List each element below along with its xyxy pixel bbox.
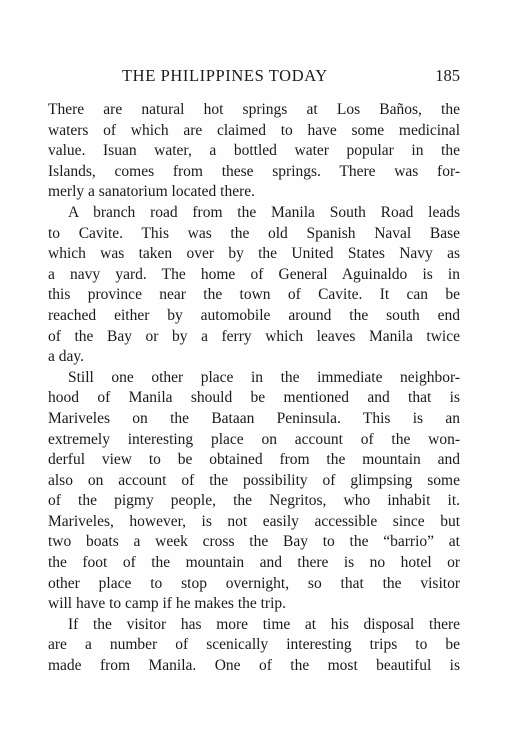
text-line: made from Manila. One of the most beautiful is [48, 657, 460, 675]
text-line: merly a sanatorium located there. [48, 183, 256, 201]
text-line: waters of which are claimed to have some medicinal [48, 121, 460, 139]
page-number: 185 [435, 66, 460, 85]
running-head [48, 66, 460, 90]
text-line: this province near the town of Cavite. It can be [48, 286, 460, 304]
text-line: also on account of the possibility of glimpsing some [48, 471, 460, 489]
text-line: There are natural hot springs at Los Baños, the [48, 101, 460, 118]
body-text [48, 100, 460, 677]
text-line: a navy yard. The home of General Aguinaldo is in [48, 265, 460, 283]
text-line: A branch road from the Manila South Road leads [68, 203, 460, 221]
paragraph [48, 368, 460, 615]
text-line: Still one other place in the immediate neighbor- [68, 368, 460, 386]
text-line: a day. [48, 348, 85, 366]
text-line: Mariveles on the Bataan Peninsula. This is an [48, 409, 460, 427]
text-line: two boats a week cross the Bay to the “barrio” at [48, 533, 460, 551]
text-line: to Cavite. This was the old Spanish Naval Base [48, 224, 460, 242]
text-line: will have to camp if he makes the trip. [48, 595, 287, 613]
text-line: value. Isuan water, a bottled water popular in the [48, 142, 460, 160]
paragraph [48, 203, 460, 368]
text-line: derful view to be obtained from the mountain and [48, 451, 460, 469]
text-line: of the Bay or by a ferry which leaves Manila twice [48, 327, 460, 345]
text-line: hood of Manila should be mentioned and that is [48, 389, 460, 407]
paragraph [48, 615, 460, 677]
text-line: are a number of scenically interesting trips to be [48, 636, 460, 654]
text-line: Mariveles, however, is not easily accessible since but [48, 512, 460, 530]
text-line: Islands, comes from these springs. There was for- [48, 162, 460, 180]
text-line: of the pigmy people, the Negritos, who inhabit it. [48, 492, 460, 510]
text-line: the foot of the mountain and there is no hotel or [48, 554, 460, 572]
text-line: reached either by automobile around the south end [48, 306, 460, 324]
running-title: THE PHILIPPINES TODAY [122, 66, 328, 85]
paragraph [48, 100, 460, 203]
text-line: If the visitor has more time at his disposal there [68, 615, 460, 633]
text-line: which was taken over by the United States Navy as [48, 245, 460, 263]
text-line: extremely interesting place on account of the won- [48, 430, 460, 448]
text-line: other place to stop overnight, so that the visitor [48, 574, 460, 592]
